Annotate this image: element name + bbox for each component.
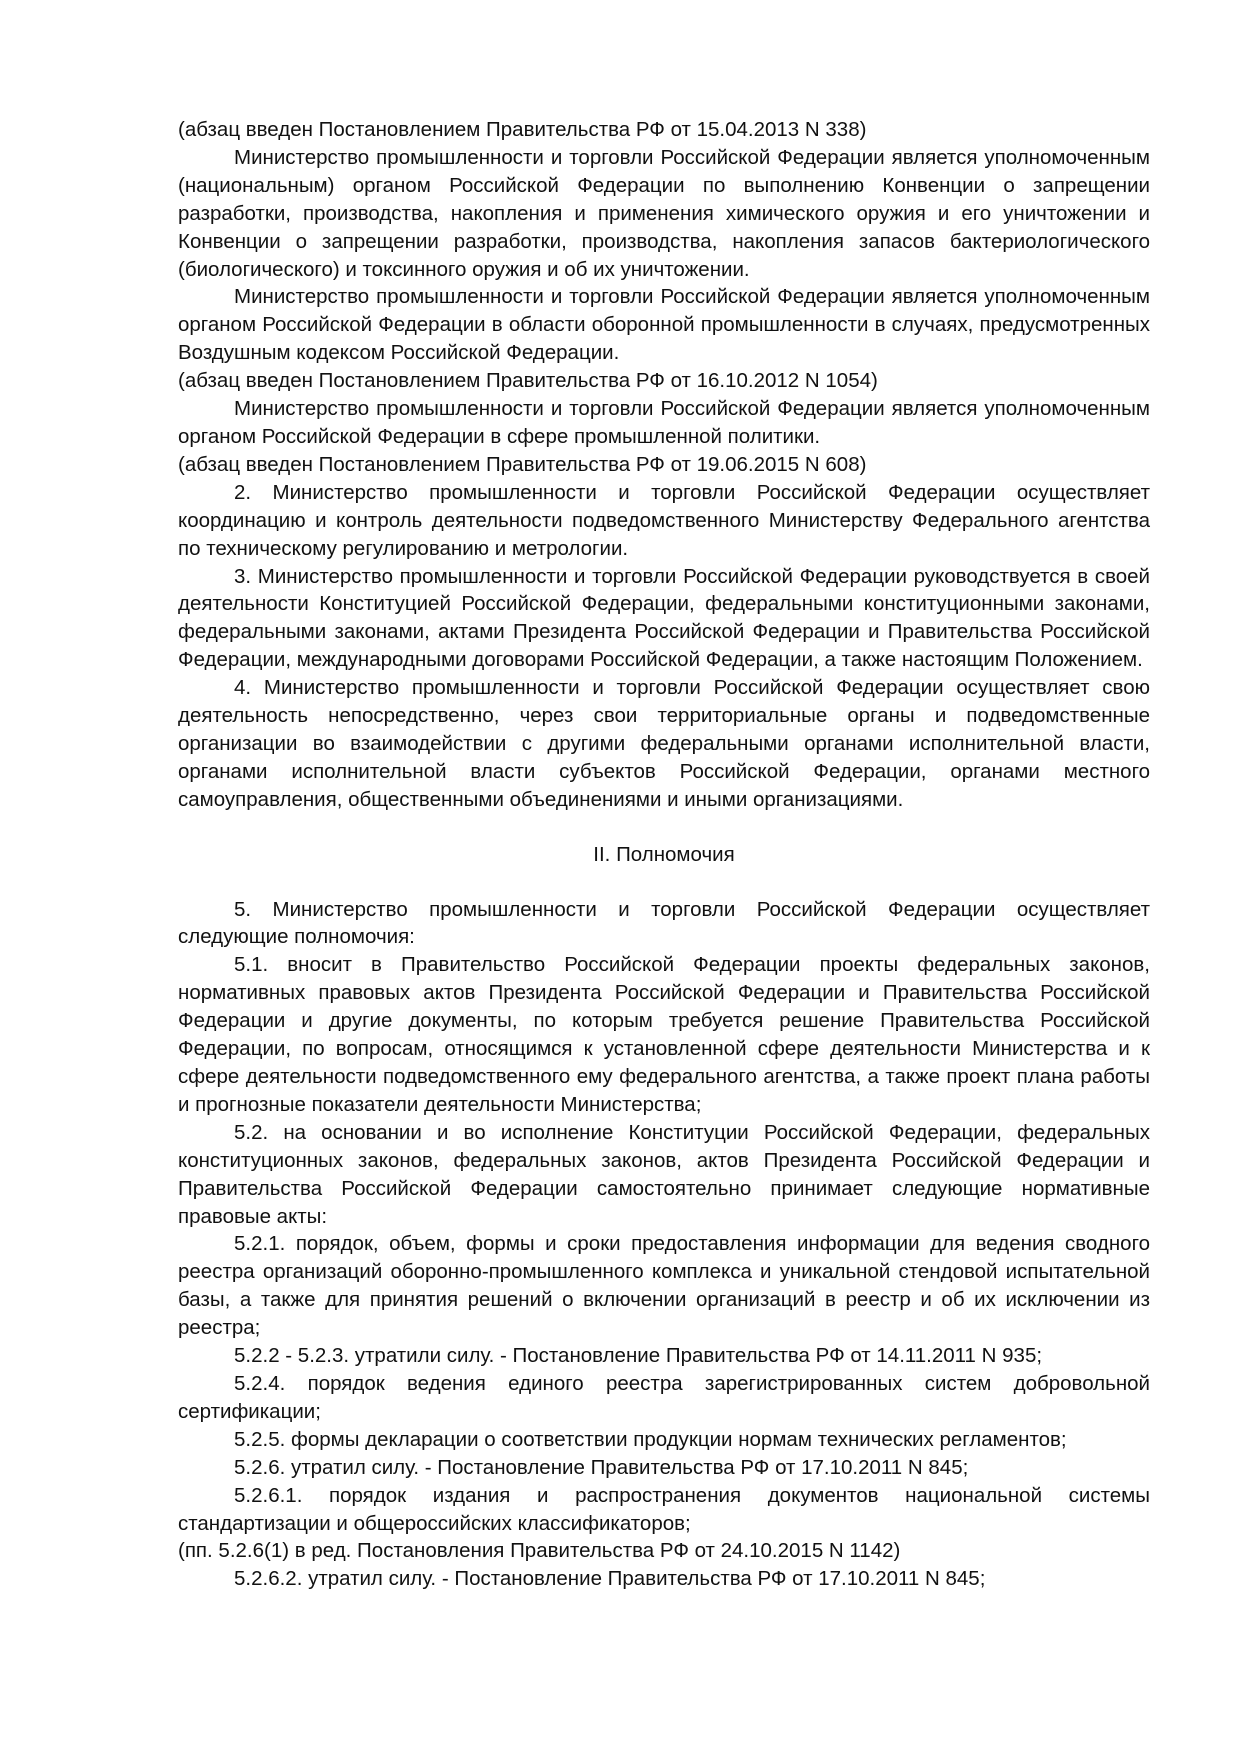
amendment-note: (абзац введен Постановлением Правительства РФ от 16.10.2012 N 1054) <box>178 369 878 393</box>
paragraph: 5.2.6.1. порядок издания и распространения документов национальной системы стандартизации и общероссийских классификаторов; <box>178 1483 1150 1535</box>
paragraph: 3. Министерство промышленности и торговли Российской Федерации руководствуется в своей деятельности Конституцией Российской Федерации, федеральными конституционными законами, федеральными законами, актами Президента Российской Федерации и Правительства Российской Федерации, международными договорами Российской Федерации, а также настоящим Положением. <box>178 564 1150 672</box>
paragraph: Министерство промышленности и торговли Российской Федерации является уполномоченным органом Российской Федерации в сфере промышленной политики. <box>178 397 1150 448</box>
paragraph: 5.2.4. порядок ведения единого реестра зарегистрированных систем добровольной сертификации; <box>178 1371 1150 1423</box>
paragraph: 5.2.6. утратил силу. - Постановление Правительства РФ от 17.10.2011 N 845; <box>234 1455 969 1479</box>
paragraph: 4. Министерство промышленности и торговли Российской Федерации осуществляет свою деятельность непосредственно, через свои территориальные органы и подведомственные организации во взаимодействии с другими федеральными органами исполнительной власти, органами исполнительной власти субъектов Российской Федерации, органами местного самоуправления, общественными объединениями и иными организациями. <box>178 676 1150 811</box>
paragraph: 5.1. вносит в Правительство Российской Федерации проекты федеральных законов, нормативных правовых актов Президента Российской Федерации и Правительства Российской Федерации и другие документы, по которым требуется решение Правительства Российской Федерации, по вопросам, относящимся к установленной сфере деятельности Министерства и к сфере деятельности подведомственного ему федерального агентства, а также проект плана работы и прогнозные показатели деятельности Министерства; <box>178 953 1150 1116</box>
amendment-note: (абзац введен Постановлением Правительства РФ от 15.04.2013 N 338) <box>178 118 867 141</box>
paragraph: 5.2.5. формы декларации о соответствии продукции нормам технических регламентов; <box>234 1427 1067 1451</box>
paragraphs-top <box>178 116 1150 814</box>
amendment-note: (абзац введен Постановлением Правительства РФ от 19.06.2015 N 608) <box>178 452 867 476</box>
paragraphs-bottom <box>178 896 1150 1594</box>
paragraph: Министерство промышленности и торговли Российской Федерации является уполномоченным органом Российской Федерации в области оборонной промышленности в случаях, предусмотренных Воздушным кодексом Российской Федерации. <box>178 285 1150 365</box>
paragraph: 5. Министерство промышленности и торговли Российской Федерации осуществляет следующие полномочия: <box>178 897 1150 949</box>
paragraph: 2. Министерство промышленности и торговли Российской Федерации осуществляет координацию и контроль деятельности подведомственного Министерству Федерального агентства по техническому регулированию и метрологии. <box>178 480 1150 560</box>
paragraph: 5.2. на основании и во исполнение Конституции Российской Федерации, федеральных конституционных законов, федеральных законов, актов Президента Российской Федерации и Правительства Российской Федерации самостоятельно принимает следующие нормативные правовые акты: <box>178 1120 1150 1228</box>
paragraph: 5.2.1. порядок, объем, формы и сроки предоставления информации для ведения сводного реестра организаций оборонно-промышленного комплекса и уникальной стендовой испытательной базы, а также для принятия решений о включении организаций в реестр и об их исключении из реестра; <box>178 1232 1150 1340</box>
paragraph: 5.2.6.2. утратил силу. - Постановление Правительства РФ от 17.10.2011 N 845; <box>234 1567 986 1591</box>
amendment-note: (пп. 5.2.6(1) в ред. Постановления Правительства РФ от 24.10.2015 N 1142) <box>178 1539 901 1563</box>
section-heading: II. Полномочия <box>593 842 735 866</box>
paragraph: 5.2.2 - 5.2.3. утратили силу. - Постановление Правительства РФ от 14.11.2011 N 935; <box>234 1344 1043 1368</box>
document-page <box>178 116 1150 1593</box>
paragraph: Министерство промышленности и торговли Российской Федерации является уполномоченным (национальным) органом Российской Федерации по выполнению Конвенции о запрещении разработки, производства, накопления и применения химического оружия и его уничтожении и Конвенции о запрещении разработки, производства, накопления запасов бактериологического (биологического) и токсинного оружия и об их уничтожении. <box>178 145 1150 281</box>
